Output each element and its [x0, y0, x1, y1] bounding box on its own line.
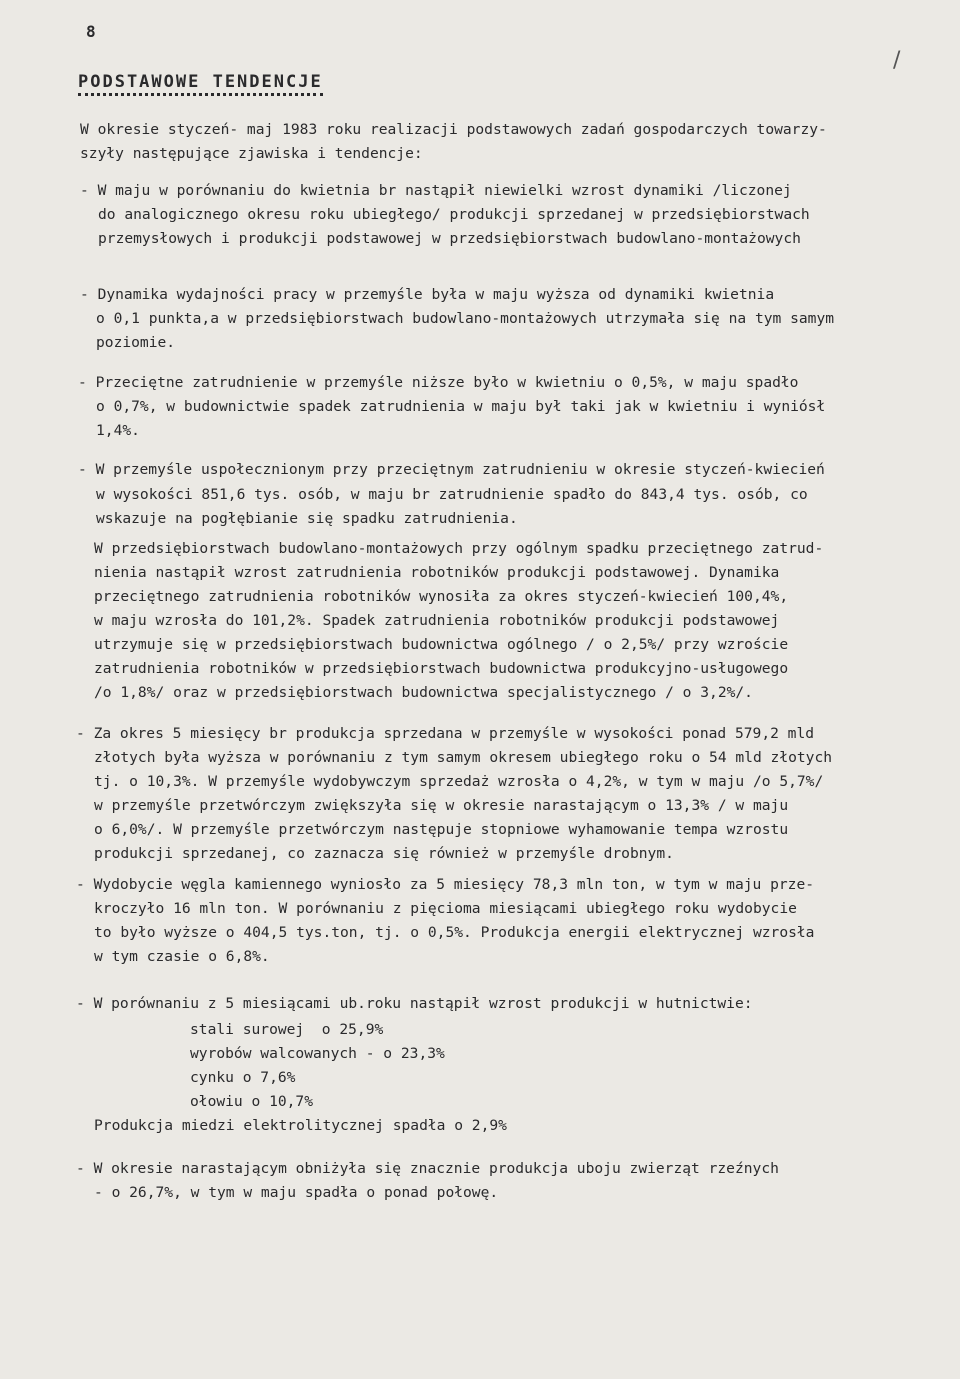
text-line: - Za okres 5 miesięcy br produkcja sprzedana w przemyśle w wysokości ponad 579,2 mld — [76, 725, 815, 742]
text-line: w przemyśle przetwórczym zwiększyła się w okresie narastającym o 13,3% / w maju — [94, 797, 789, 814]
text-line: do analogicznego okresu roku ubiegłego/ produkcji sprzedanej w przedsiębiorstwach — [98, 206, 810, 223]
corner-mark: / — [893, 48, 901, 73]
text-line: w tym czasie o 6,8%. — [94, 948, 270, 965]
text-line: - Wydobycie węgla kamiennego wyniosło za 5 miesięcy 78,3 mln ton, w tym w maju prze- — [76, 876, 815, 893]
text-line: to było wyższe o 404,5 tys.ton, tj. o 0,5%. Produkcja energii elektrycznej wzrosła — [94, 924, 815, 941]
text-line: W okresie styczeń- maj 1983 roku realizacji podstawowych zadań gospodarczych towarzy- — [80, 121, 827, 138]
text-line: - o 26,7%, w tym w maju spadła o ponad połowę. — [94, 1184, 499, 1201]
text-line: 1,4%. — [96, 422, 140, 439]
text-line: tj. o 10,3%. W przemyśle wydobywczym sprzedaż wzrosła o 4,2%, w tym w maju /o 5,7%/ — [94, 773, 824, 790]
text-line: wyrobów walcowanych - o 23,3% — [190, 1045, 445, 1062]
text-line: wskazuje na pogłębianie się spadku zatrudnienia. — [96, 510, 518, 527]
text-line: Produkcja miedzi elektrolitycznej spadła o 2,9% — [94, 1117, 507, 1134]
text-line: przemysłowych i produkcji podstawowej w przedsiębiorstwach budowlano-montażowych — [98, 230, 801, 247]
text-line: W przedsiębiorstwach budowlano-montażowych przy ogólnym spadku przeciętnego zatrud- — [94, 540, 824, 557]
text-line: poziomie. — [96, 334, 176, 351]
text-line: nienia nastąpił wzrost zatrudnienia robotników produkcji podstawowej. Dynamika — [94, 564, 780, 581]
text-line: - W maju w porównaniu do kwietnia br nastąpił niewielki wzrost dynamiki /liczonej — [80, 182, 792, 199]
text-line: - W porównaniu z 5 miesiącami ub.roku nastąpił wzrost produkcji w hutnictwie: — [76, 995, 753, 1012]
text-line: o 0,1 punkta,a w przedsiębiorstwach budowlano-montażowych utrzymała się na tym samym — [96, 310, 835, 327]
text-line: - W okresie narastającym obniżyła się znacznie produkcja uboju zwierząt rzeźnych — [76, 1160, 779, 1177]
text-line: w wysokości 851,6 tys. osób, w maju br zatrudnienie spadło do 843,4 tys. osób, co — [96, 486, 808, 503]
text-line: - Dynamika wydajności pracy w przemyśle była w maju wyższa od dynamiki kwietnia — [80, 286, 775, 303]
text-line: cynku o 7,6% — [190, 1069, 296, 1086]
text-line: produkcji sprzedanej, co zaznacza się również w przemyśle drobnym. — [94, 845, 674, 862]
text-line: kroczyło 16 mln ton. W porównaniu z pięcioma miesiącami ubiegłego roku wydobycie — [94, 900, 797, 917]
text-line: przeciętnego zatrudnienia robotników wynosiła za okres styczeń-kwiecień 100,4%, — [94, 588, 789, 605]
text-line: ołowiu o 10,7% — [190, 1093, 314, 1110]
text-line: złotych była wyższa w porównaniu z tym samym okresem ubiegłego roku o 54 mld złotych — [94, 749, 833, 766]
text-line: - W przemyśle uspołecznionym przy przeciętnym zatrudnieniu w okresie styczeń-kwiecień — [78, 461, 825, 478]
text-line: /o 1,8%/ oraz w przedsiębiorstwach budownictwa specjalistycznego / o 3,2%/. — [94, 684, 753, 701]
text-line: stali surowej o 25,9% — [190, 1021, 384, 1038]
text-line: w maju wzrosła do 101,2%. Spadek zatrudnienia robotników produkcji podstawowej — [94, 612, 780, 629]
page-number: 8 — [86, 22, 96, 41]
text-line: o 0,7%, w budownictwie spadek zatrudnienia w maju był taki jak w kwietniu i wyniósł — [96, 398, 826, 415]
text-line: zatrudnienia robotników w przedsiębiorstwach budownictwa produkcyjno-usługowego — [94, 660, 789, 677]
text-line: szyły następujące zjawiska i tendencje: — [80, 145, 423, 162]
text-line: - Przeciętne zatrudnienie w przemyśle niższe było w kwietniu o 0,5%, w maju spadło — [78, 374, 799, 391]
section-heading: PODSTAWOWE TENDENCJE — [78, 72, 323, 96]
text-line: utrzymuje się w przedsiębiorstwach budownictwa ogólnego / o 2,5%/ przy wzroście — [94, 636, 789, 653]
text-line: o 6,0%/. W przemyśle przetwórczym następuje stopniowe wyhamowanie tempa wzrostu — [94, 821, 789, 838]
